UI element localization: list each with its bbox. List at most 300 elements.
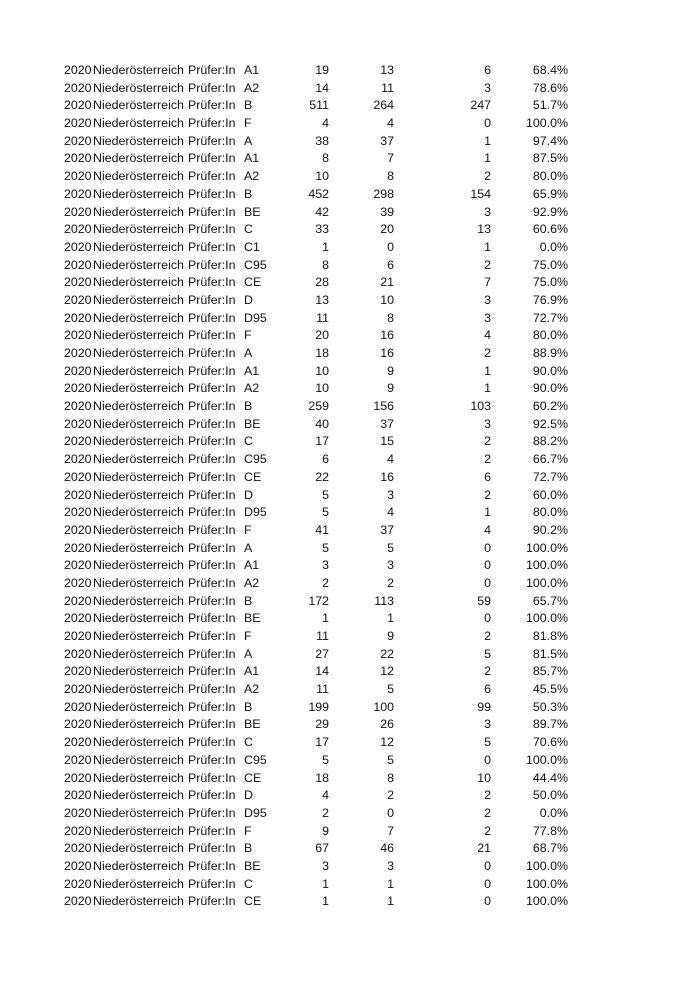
failed-cell: 2 bbox=[484, 664, 491, 679]
year-cell: 2020 bbox=[64, 823, 92, 838]
passed-cell: 298 bbox=[373, 186, 394, 201]
failed-cell: 4 bbox=[484, 522, 491, 537]
region-cell: Niederösterreich bbox=[93, 469, 184, 484]
year-cell: 2020 bbox=[64, 98, 92, 113]
total-cell: 1 bbox=[322, 876, 329, 891]
examiner-cell: Prüfer:In bbox=[188, 611, 236, 626]
region-cell: Niederösterreich bbox=[93, 717, 184, 732]
table-row bbox=[0, 858, 700, 876]
year-cell: 2020 bbox=[64, 257, 92, 272]
pass-rate-cell: 68.4% bbox=[532, 63, 568, 77]
year-cell: 2020 bbox=[64, 540, 92, 555]
pass-rate-cell: 80.0% bbox=[532, 328, 568, 343]
total-cell: 28 bbox=[315, 275, 329, 290]
pass-rate-cell: 100.0% bbox=[525, 858, 568, 873]
table-row bbox=[0, 628, 700, 646]
table-row bbox=[0, 840, 700, 858]
pass-rate-cell: 75.0% bbox=[532, 257, 568, 272]
failed-cell: 4 bbox=[484, 328, 491, 343]
pass-rate-cell: 87.5% bbox=[532, 151, 568, 166]
table-row bbox=[0, 699, 700, 717]
failed-cell: 10 bbox=[477, 770, 491, 785]
total-cell: 14 bbox=[315, 80, 329, 95]
examiner-cell: Prüfer:In bbox=[188, 292, 236, 307]
license-class-cell: BE bbox=[244, 717, 261, 732]
license-class-cell: A2 bbox=[244, 381, 260, 396]
pass-rate-cell: 88.9% bbox=[532, 346, 568, 360]
examiner-cell: Prüfer:In bbox=[188, 222, 236, 237]
license-class-cell: C95 bbox=[244, 752, 267, 767]
failed-cell: 13 bbox=[477, 222, 491, 237]
failed-cell: 2 bbox=[484, 346, 491, 360]
region-cell: Niederösterreich bbox=[93, 116, 184, 131]
year-cell: 2020 bbox=[64, 204, 92, 219]
license-class-cell: C bbox=[244, 876, 253, 891]
examiner-cell: Prüfer:In bbox=[188, 788, 236, 803]
pass-rate-cell: 70.6% bbox=[532, 735, 568, 750]
table-row bbox=[0, 204, 700, 222]
table-row bbox=[0, 380, 700, 398]
license-class-cell: A1 bbox=[244, 558, 260, 573]
passed-cell: 1 bbox=[387, 611, 394, 626]
license-class-cell: F bbox=[244, 823, 252, 838]
table-row bbox=[0, 663, 700, 681]
total-cell: 10 bbox=[315, 363, 329, 378]
examiner-cell: Prüfer:In bbox=[188, 452, 236, 467]
region-cell: Niederösterreich bbox=[93, 858, 184, 873]
region-cell: Niederösterreich bbox=[93, 593, 184, 608]
region-cell: Niederösterreich bbox=[93, 186, 184, 201]
total-cell: 1 bbox=[322, 894, 329, 909]
examiner-cell: Prüfer:In bbox=[188, 876, 236, 891]
passed-cell: 10 bbox=[380, 292, 394, 307]
total-cell: 5 bbox=[322, 487, 329, 502]
passed-cell: 5 bbox=[387, 682, 394, 697]
examiner-cell: Prüfer:In bbox=[188, 169, 236, 184]
year-cell: 2020 bbox=[64, 416, 92, 431]
pass-rate-cell: 88.2% bbox=[532, 434, 568, 449]
failed-cell: 2 bbox=[484, 434, 491, 449]
license-class-cell: F bbox=[244, 328, 252, 343]
passed-cell: 12 bbox=[380, 735, 394, 750]
failed-cell: 0 bbox=[484, 540, 491, 555]
table-row bbox=[0, 327, 700, 345]
passed-cell: 3 bbox=[387, 858, 394, 873]
table-row bbox=[0, 593, 700, 611]
passed-cell: 15 bbox=[380, 434, 394, 449]
passed-cell: 8 bbox=[387, 770, 394, 785]
year-cell: 2020 bbox=[64, 894, 92, 909]
total-cell: 5 bbox=[322, 540, 329, 555]
total-cell: 8 bbox=[322, 257, 329, 272]
failed-cell: 2 bbox=[484, 487, 491, 502]
examiner-cell: Prüfer:In bbox=[188, 186, 236, 201]
pass-rate-cell: 80.0% bbox=[532, 505, 568, 520]
region-cell: Niederösterreich bbox=[93, 310, 184, 325]
failed-cell: 3 bbox=[484, 292, 491, 307]
failed-cell: 2 bbox=[484, 257, 491, 272]
license-class-cell: B bbox=[244, 699, 253, 714]
failed-cell: 1 bbox=[484, 363, 491, 378]
examiner-cell: Prüfer:In bbox=[188, 98, 236, 113]
total-cell: 18 bbox=[315, 770, 329, 785]
year-cell: 2020 bbox=[64, 841, 92, 856]
examiner-cell: Prüfer:In bbox=[188, 116, 236, 131]
year-cell: 2020 bbox=[64, 399, 92, 414]
region-cell: Niederösterreich bbox=[93, 558, 184, 573]
license-class-cell: C95 bbox=[244, 452, 267, 467]
region-cell: Niederösterreich bbox=[93, 416, 184, 431]
table-row bbox=[0, 557, 700, 575]
failed-cell: 99 bbox=[477, 699, 491, 714]
region-cell: Niederösterreich bbox=[93, 399, 184, 414]
examiner-cell: Prüfer:In bbox=[188, 151, 236, 166]
license-class-cell: B bbox=[244, 593, 253, 608]
region-cell: Niederösterreich bbox=[93, 611, 184, 626]
passed-cell: 1 bbox=[387, 894, 394, 909]
region-cell: Niederösterreich bbox=[93, 452, 184, 467]
year-cell: 2020 bbox=[64, 646, 92, 661]
region-cell: Niederösterreich bbox=[93, 522, 184, 537]
pass-rate-cell: 90.2% bbox=[532, 522, 568, 537]
license-class-cell: A bbox=[244, 346, 253, 360]
total-cell: 3 bbox=[322, 858, 329, 873]
license-class-cell: A bbox=[244, 646, 253, 661]
region-cell: Niederösterreich bbox=[93, 540, 184, 555]
pass-rate-cell: 60.6% bbox=[532, 222, 568, 237]
failed-cell: 3 bbox=[484, 416, 491, 431]
failed-cell: 5 bbox=[484, 646, 491, 661]
passed-cell: 1 bbox=[387, 876, 394, 891]
total-cell: 199 bbox=[308, 699, 329, 714]
examiner-cell: Prüfer:In bbox=[188, 540, 236, 555]
total-cell: 4 bbox=[322, 116, 329, 131]
examiner-cell: Prüfer:In bbox=[188, 239, 236, 254]
year-cell: 2020 bbox=[64, 770, 92, 785]
license-class-cell: F bbox=[244, 629, 252, 643]
failed-cell: 0 bbox=[484, 876, 491, 891]
pass-rate-cell: 100.0% bbox=[525, 752, 568, 767]
total-cell: 452 bbox=[308, 186, 329, 201]
pass-rate-cell: 85.7% bbox=[532, 664, 568, 679]
total-cell: 19 bbox=[315, 63, 329, 77]
total-cell: 29 bbox=[315, 717, 329, 732]
year-cell: 2020 bbox=[64, 682, 92, 697]
table-row bbox=[0, 398, 700, 416]
failed-cell: 6 bbox=[484, 682, 491, 697]
year-cell: 2020 bbox=[64, 275, 92, 290]
license-class-cell: B bbox=[244, 399, 253, 414]
total-cell: 13 bbox=[315, 292, 329, 307]
region-cell: Niederösterreich bbox=[93, 629, 184, 643]
region-cell: Niederösterreich bbox=[93, 80, 184, 95]
license-class-cell: D95 bbox=[244, 805, 267, 820]
failed-cell: 1 bbox=[484, 151, 491, 166]
pass-rate-cell: 92.9% bbox=[532, 204, 568, 219]
passed-cell: 9 bbox=[387, 363, 394, 378]
passed-cell: 3 bbox=[387, 487, 394, 502]
passed-cell: 12 bbox=[380, 664, 394, 679]
pass-rate-cell: 50.3% bbox=[532, 699, 568, 714]
failed-cell: 1 bbox=[484, 381, 491, 396]
year-cell: 2020 bbox=[64, 752, 92, 767]
pass-rate-cell: 72.7% bbox=[532, 310, 568, 325]
table-row bbox=[0, 575, 700, 593]
failed-cell: 2 bbox=[484, 629, 491, 643]
license-class-cell: C95 bbox=[244, 257, 267, 272]
failed-cell: 2 bbox=[484, 452, 491, 467]
examiner-cell: Prüfer:In bbox=[188, 858, 236, 873]
license-class-cell: A1 bbox=[244, 151, 260, 166]
year-cell: 2020 bbox=[64, 381, 92, 396]
failed-cell: 0 bbox=[484, 558, 491, 573]
table-row bbox=[0, 416, 700, 434]
pass-rate-cell: 65.9% bbox=[532, 186, 568, 201]
examiner-cell: Prüfer:In bbox=[188, 575, 236, 590]
year-cell: 2020 bbox=[64, 434, 92, 449]
table-row bbox=[0, 823, 700, 841]
year-cell: 2020 bbox=[64, 611, 92, 626]
passed-cell: 13 bbox=[380, 63, 394, 77]
examiner-cell: Prüfer:In bbox=[188, 682, 236, 697]
year-cell: 2020 bbox=[64, 788, 92, 803]
pass-rate-cell: 0.0% bbox=[539, 239, 568, 254]
pass-rate-cell: 100.0% bbox=[525, 894, 568, 909]
passed-cell: 16 bbox=[380, 346, 394, 360]
year-cell: 2020 bbox=[64, 133, 92, 148]
license-class-cell: F bbox=[244, 522, 252, 537]
passed-cell: 0 bbox=[387, 239, 394, 254]
license-class-cell: BE bbox=[244, 204, 261, 219]
examiner-cell: Prüfer:In bbox=[188, 805, 236, 820]
table-row bbox=[0, 292, 700, 310]
year-cell: 2020 bbox=[64, 699, 92, 714]
license-class-cell: A bbox=[244, 133, 253, 148]
total-cell: 27 bbox=[315, 646, 329, 661]
total-cell: 41 bbox=[315, 522, 329, 537]
passed-cell: 113 bbox=[374, 593, 394, 608]
passed-cell: 37 bbox=[380, 416, 394, 431]
region-cell: Niederösterreich bbox=[93, 328, 184, 343]
license-class-cell: D bbox=[244, 292, 253, 307]
year-cell: 2020 bbox=[64, 116, 92, 131]
examiner-cell: Prüfer:In bbox=[188, 646, 236, 661]
examiner-cell: Prüfer:In bbox=[188, 841, 236, 856]
passed-cell: 16 bbox=[380, 469, 394, 484]
total-cell: 259 bbox=[308, 399, 329, 414]
total-cell: 9 bbox=[322, 823, 329, 838]
year-cell: 2020 bbox=[64, 469, 92, 484]
region-cell: Niederösterreich bbox=[93, 363, 184, 378]
pass-rate-cell: 78.6% bbox=[532, 80, 568, 95]
license-class-cell: BE bbox=[244, 858, 261, 873]
examiner-cell: Prüfer:In bbox=[188, 505, 236, 520]
total-cell: 511 bbox=[309, 98, 329, 113]
pass-rate-cell: 45.5% bbox=[532, 682, 568, 697]
year-cell: 2020 bbox=[64, 876, 92, 891]
total-cell: 14 bbox=[315, 664, 329, 679]
total-cell: 40 bbox=[315, 416, 329, 431]
failed-cell: 21 bbox=[477, 841, 491, 856]
year-cell: 2020 bbox=[64, 522, 92, 537]
failed-cell: 0 bbox=[484, 611, 491, 626]
table-row bbox=[0, 451, 700, 469]
passed-cell: 21 bbox=[380, 275, 394, 290]
examiner-cell: Prüfer:In bbox=[188, 558, 236, 573]
region-cell: Niederösterreich bbox=[93, 151, 184, 166]
table-row bbox=[0, 805, 700, 823]
license-class-cell: BE bbox=[244, 416, 261, 431]
license-class-cell: C bbox=[244, 222, 253, 237]
license-class-cell: A bbox=[244, 540, 253, 555]
examiner-cell: Prüfer:In bbox=[188, 593, 236, 608]
examiner-cell: Prüfer:In bbox=[188, 328, 236, 343]
pass-rate-cell: 51.7% bbox=[532, 98, 568, 113]
region-cell: Niederösterreich bbox=[93, 133, 184, 148]
total-cell: 18 bbox=[315, 346, 329, 360]
table-row bbox=[0, 752, 700, 770]
passed-cell: 9 bbox=[387, 629, 394, 643]
region-cell: Niederösterreich bbox=[93, 346, 184, 360]
region-cell: Niederösterreich bbox=[93, 222, 184, 237]
failed-cell: 3 bbox=[484, 204, 491, 219]
passed-cell: 5 bbox=[387, 540, 394, 555]
table-row bbox=[0, 787, 700, 805]
total-cell: 172 bbox=[308, 593, 329, 608]
examiner-cell: Prüfer:In bbox=[188, 735, 236, 750]
failed-cell: 2 bbox=[484, 169, 491, 184]
pass-rate-cell: 68.7% bbox=[532, 841, 568, 856]
pass-rate-cell: 100.0% bbox=[525, 611, 568, 626]
total-cell: 6 bbox=[322, 452, 329, 467]
region-cell: Niederösterreich bbox=[93, 894, 184, 909]
pass-rate-cell: 92.5% bbox=[532, 416, 568, 431]
examiner-cell: Prüfer:In bbox=[188, 381, 236, 396]
examiner-cell: Prüfer:In bbox=[188, 346, 236, 360]
license-class-cell: BE bbox=[244, 611, 261, 626]
passed-cell: 100 bbox=[373, 699, 394, 714]
examiner-cell: Prüfer:In bbox=[188, 664, 236, 679]
passed-cell: 264 bbox=[373, 98, 394, 113]
year-cell: 2020 bbox=[64, 363, 92, 378]
year-cell: 2020 bbox=[64, 558, 92, 573]
passed-cell: 46 bbox=[380, 841, 394, 856]
failed-cell: 0 bbox=[484, 858, 491, 873]
failed-cell: 3 bbox=[484, 310, 491, 325]
total-cell: 11 bbox=[316, 629, 329, 643]
table-row bbox=[0, 469, 700, 487]
examiner-cell: Prüfer:In bbox=[188, 133, 236, 148]
region-cell: Niederösterreich bbox=[93, 63, 184, 77]
total-cell: 1 bbox=[322, 611, 329, 626]
failed-cell: 0 bbox=[484, 752, 491, 767]
passed-cell: 5 bbox=[387, 752, 394, 767]
total-cell: 10 bbox=[315, 169, 329, 184]
license-class-cell: B bbox=[244, 841, 253, 856]
examiner-cell: Prüfer:In bbox=[188, 363, 236, 378]
license-class-cell: C1 bbox=[244, 239, 260, 254]
table-row bbox=[0, 310, 700, 328]
failed-cell: 6 bbox=[484, 469, 491, 484]
table-row bbox=[0, 433, 700, 451]
failed-cell: 5 bbox=[484, 735, 491, 750]
license-class-cell: CE bbox=[244, 469, 262, 484]
examiner-cell: Prüfer:In bbox=[188, 717, 236, 732]
examiner-cell: Prüfer:In bbox=[188, 894, 236, 909]
total-cell: 2 bbox=[322, 805, 329, 820]
license-class-cell: B bbox=[244, 186, 253, 201]
table-row bbox=[0, 734, 700, 752]
failed-cell: 247 bbox=[470, 98, 491, 113]
passed-cell: 22 bbox=[380, 646, 394, 661]
passed-cell: 37 bbox=[380, 133, 394, 148]
examiner-cell: Prüfer:In bbox=[188, 63, 236, 77]
pass-rate-cell: 66.7% bbox=[532, 452, 568, 467]
table-row bbox=[0, 168, 700, 186]
failed-cell: 1 bbox=[484, 239, 491, 254]
total-cell: 2 bbox=[322, 575, 329, 590]
table-row bbox=[0, 363, 700, 381]
year-cell: 2020 bbox=[64, 487, 92, 502]
pass-rate-cell: 50.0% bbox=[532, 788, 568, 803]
table-row bbox=[0, 716, 700, 734]
pass-rate-cell: 77.8% bbox=[532, 823, 568, 838]
region-cell: Niederösterreich bbox=[93, 487, 184, 502]
total-cell: 3 bbox=[322, 558, 329, 573]
table-row bbox=[0, 133, 700, 151]
license-class-cell: B bbox=[244, 98, 253, 113]
total-cell: 67 bbox=[315, 841, 329, 856]
total-cell: 42 bbox=[315, 204, 329, 219]
failed-cell: 0 bbox=[484, 894, 491, 909]
total-cell: 20 bbox=[315, 328, 329, 343]
pass-rate-cell: 100.0% bbox=[525, 558, 568, 573]
license-class-cell: F bbox=[244, 116, 252, 131]
region-cell: Niederösterreich bbox=[93, 876, 184, 891]
total-cell: 5 bbox=[322, 752, 329, 767]
pass-rate-cell: 75.0% bbox=[532, 275, 568, 290]
failed-cell: 2 bbox=[484, 788, 491, 803]
pass-rate-cell: 80.0% bbox=[532, 169, 568, 184]
passed-cell: 4 bbox=[387, 505, 394, 520]
examiner-cell: Prüfer:In bbox=[188, 434, 236, 449]
region-cell: Niederösterreich bbox=[93, 98, 184, 113]
year-cell: 2020 bbox=[64, 805, 92, 820]
passed-cell: 8 bbox=[387, 310, 394, 325]
region-cell: Niederösterreich bbox=[93, 682, 184, 697]
region-cell: Niederösterreich bbox=[93, 292, 184, 307]
region-cell: Niederösterreich bbox=[93, 699, 184, 714]
passed-cell: 11 bbox=[381, 80, 394, 95]
examiner-cell: Prüfer:In bbox=[188, 310, 236, 325]
region-cell: Niederösterreich bbox=[93, 646, 184, 661]
year-cell: 2020 bbox=[64, 80, 92, 95]
region-cell: Niederösterreich bbox=[93, 752, 184, 767]
failed-cell: 1 bbox=[484, 133, 491, 148]
region-cell: Niederösterreich bbox=[93, 381, 184, 396]
pass-rate-cell: 100.0% bbox=[525, 540, 568, 555]
failed-cell: 1 bbox=[484, 505, 491, 520]
license-class-cell: CE bbox=[244, 770, 262, 785]
pass-rate-cell: 0.0% bbox=[539, 805, 568, 820]
license-class-cell: D95 bbox=[244, 310, 267, 325]
table-row bbox=[0, 540, 700, 558]
total-cell: 17 bbox=[315, 434, 329, 449]
passed-cell: 156 bbox=[373, 399, 394, 414]
table-row bbox=[0, 345, 700, 363]
year-cell: 2020 bbox=[64, 717, 92, 732]
pass-rate-cell: 76.9% bbox=[532, 292, 568, 307]
